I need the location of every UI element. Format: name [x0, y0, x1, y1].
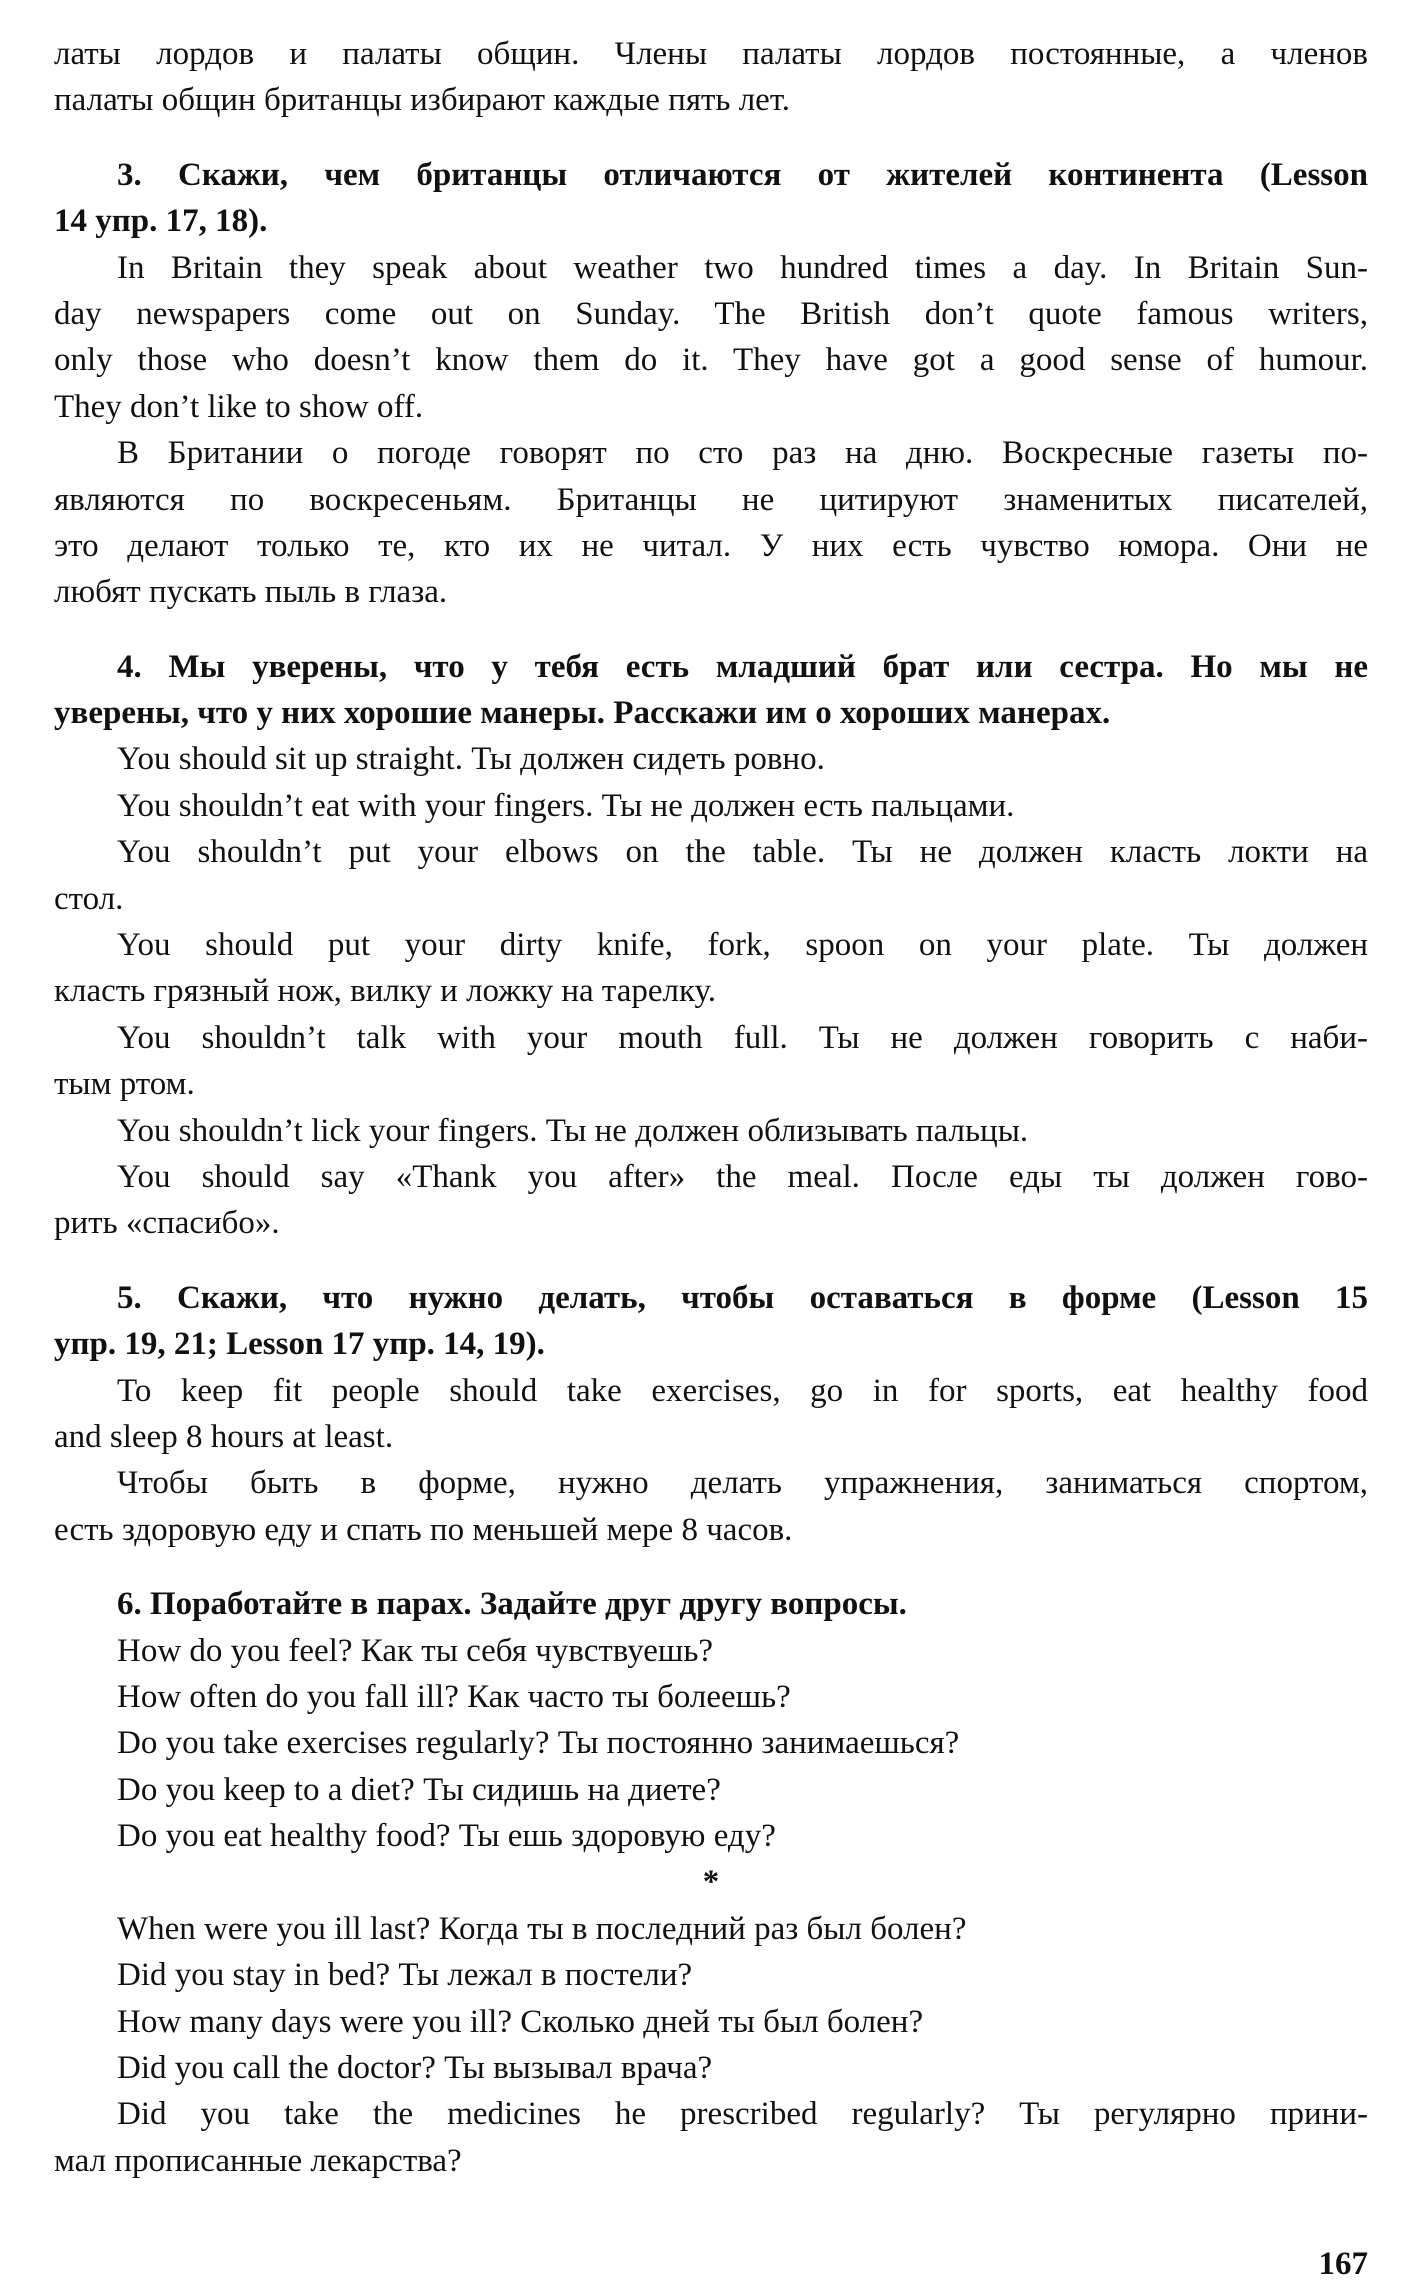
section [54, 152, 1368, 616]
section [54, 31, 1368, 124]
text-line: есть здоровую еду и спать по меньшей мере 8 часов. [54, 1511, 793, 1548]
paragraph [54, 1015, 1368, 1108]
text-line: любят пускать пыль в глаза. [54, 574, 448, 611]
text-line: мал прописанные лекарства? [54, 2142, 462, 2179]
text-line: You shouldn’t eat with your fingers. Ты не должен есть пальцами. [117, 787, 1015, 824]
text-line: Do you take exercises regularly? Ты постоянно занимаешься? [117, 1725, 960, 1762]
paragraph [54, 1813, 1368, 1859]
section-heading [54, 1275, 1368, 1368]
text-line: это делают только те, кто их не читал. У них есть чувство юмора. Они не [54, 527, 1368, 564]
paragraph [54, 922, 1368, 1015]
paragraph [54, 1767, 1368, 1813]
text-line: Did you take the medicines he prescribed regularly? Ты регулярно прини- [117, 2096, 1368, 2133]
text-line: * [702, 1864, 720, 1901]
text-line: класть грязный нож, вилку и ложку на тарелку. [54, 973, 716, 1010]
paragraph [54, 2091, 1368, 2184]
paragraph [54, 2045, 1368, 2091]
text-line: Did you stay in bed? Ты лежал в постели? [117, 1957, 693, 1994]
paragraph [54, 1628, 1368, 1674]
text-line: day newspapers come out on Sunday. The British don’t quote famous writers, [54, 295, 1368, 332]
section [54, 644, 1368, 1247]
paragraph [54, 1154, 1368, 1247]
text-line: You should put your dirty knife, fork, spoon on your plate. Ты должен [117, 927, 1368, 964]
text-line: How do you feel? Как ты себя чувствуешь? [117, 1632, 714, 1669]
section-heading [54, 644, 1368, 737]
paragraph [54, 783, 1368, 829]
text-line: How often do you fall ill? Как часто ты болеешь? [117, 1678, 791, 1715]
paragraph [54, 1906, 1368, 1952]
text-line: 6. Поработайте в парах. Задайте друг другу вопросы. [117, 1586, 907, 1623]
text-line: How many days were you ill? Сколько дней ты был болен? [117, 2003, 924, 2040]
text-line: You shouldn’t lick your fingers. Ты не должен облизывать пальцы. [117, 1112, 1029, 1149]
text-line: палаты общин британцы избирают каждые пять лет. [54, 82, 791, 119]
text-line: рить «спасибо». [54, 1205, 280, 1242]
paragraph [54, 245, 1368, 431]
text-line: Do you eat healthy food? Ты ешь здоровую еду? [117, 1818, 776, 1855]
page-number: 167 [1318, 2246, 1368, 2282]
text-line: and sleep 8 hours at least. [54, 1418, 394, 1455]
section-heading [54, 152, 1368, 245]
paragraph [54, 1720, 1368, 1766]
text-line: You shouldn’t talk with your mouth full. Ты не должен говорить с наби- [117, 1019, 1368, 1056]
text-line: only those who doesn’t know them do it. They have got a good sense of humour. [54, 342, 1368, 379]
text-line: В Британии о погоде говорят по сто раз на дню. Воскресные газеты по- [117, 435, 1368, 472]
paragraph [54, 1999, 1368, 2045]
section-heading [54, 1581, 1368, 1627]
text-line: латы лордов и палаты общин. Члены палаты лордов постоянные, а членов [54, 36, 1368, 72]
text-line: When were you ill last? Когда ты в последний раз был болен? [117, 1910, 967, 1947]
section [54, 1581, 1368, 2184]
paragraph [54, 829, 1368, 922]
text-line: тым ртом. [54, 1066, 195, 1103]
text-line: To keep fit people should take exercises, go in for sports, eat healthy food [117, 1372, 1368, 1409]
text-line: 5. Скажи, что нужно делать, чтобы оставаться в форме (Lesson 15 [117, 1279, 1368, 1316]
paragraph [54, 1368, 1368, 1461]
text-line: стол. [54, 880, 124, 917]
text-line: Did you call the doctor? Ты вызывал врача? [117, 2050, 713, 2087]
paragraph [54, 1952, 1368, 1998]
text-line: They don’t like to show off. [54, 388, 424, 425]
text-line: 3. Скажи, чем британцы отличаются от жителей континента (Lesson [117, 156, 1368, 193]
section [54, 1275, 1368, 1553]
text-line: Do you keep to a diet? Ты сидишь на диете? [117, 1771, 721, 1808]
paragraph [54, 736, 1368, 782]
text-line: 14 упр. 17, 18). [54, 203, 268, 240]
page-body [54, 31, 1368, 2184]
text-line: являются по воскресеньям. Британцы не цитируют знаменитых писателей, [54, 481, 1368, 518]
paragraph [54, 430, 1368, 616]
paragraph [54, 31, 1368, 124]
text-line: You shouldn’t put your elbows on the table. Ты не должен класть локти на [117, 834, 1368, 871]
text-line: уверены, что у них хорошие манеры. Расскажи им о хороших манерах. [54, 695, 1111, 732]
text-line: 4. Мы уверены, что у тебя есть младший брат или сестра. Но мы не [117, 648, 1368, 685]
text-line: упр. 19, 21; Lesson 17 упр. 14, 19). [54, 1326, 545, 1363]
text-line: Чтобы быть в форме, нужно делать упражнения, заниматься спортом, [117, 1465, 1368, 1502]
text-line: You should sit up straight. Ты должен сидеть ровно. [117, 741, 825, 778]
paragraph [54, 1460, 1368, 1553]
paragraph [54, 1108, 1368, 1154]
text-line: In Britain they speak about weather two hundred times a day. In Britain Sun- [117, 249, 1368, 286]
text-line: You should say «Thank you after» the meal. После еды ты должен гово- [117, 1158, 1368, 1195]
section-heading [54, 1859, 1368, 1905]
paragraph [54, 1674, 1368, 1720]
